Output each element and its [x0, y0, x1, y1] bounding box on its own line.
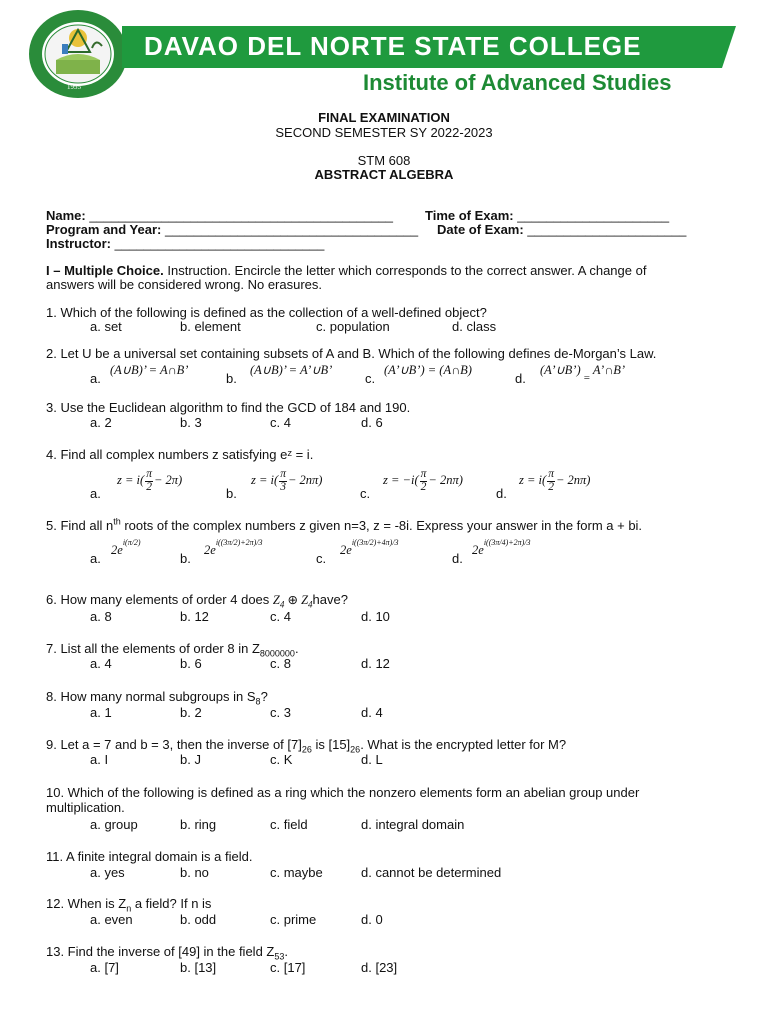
- question-9: [46, 737, 567, 755]
- q4b-den: 3: [280, 480, 286, 493]
- instruction-text-2: answers will be considered wrong. No erasures.: [46, 277, 323, 292]
- program-label: Program and Year:: [46, 222, 162, 237]
- time-label: Time of Exam:: [425, 208, 514, 223]
- q4-choice-b-label[interactable]: b.: [226, 486, 237, 501]
- question-10: 10. Which of the following is defined as a ring which the nonzero elements form an abelian group under: [46, 785, 640, 800]
- q4d-tail: − 2nπ): [555, 472, 591, 487]
- q5b-exp: i((3π/2)+2π)/3: [215, 538, 263, 547]
- q5-choice-b-label[interactable]: b.: [180, 551, 191, 566]
- q4d-den: 2: [548, 480, 554, 493]
- q5d-exp: i((3π/4)+2π)/3: [483, 538, 531, 547]
- q8-choice-a[interactable]: a. 1: [90, 705, 112, 720]
- q11-choice-c[interactable]: c. maybe: [270, 865, 323, 880]
- q2-choice-b-formula: (A∪B)’ = A’∪B’: [250, 363, 333, 377]
- q2d-left: (A’∪B’): [540, 363, 581, 377]
- q1-choice-a[interactable]: a. set: [90, 319, 122, 334]
- q11-choice-b[interactable]: b. no: [180, 865, 209, 880]
- q13-choice-c[interactable]: c. [17]: [270, 960, 306, 975]
- q7-choice-b[interactable]: b. 6: [180, 656, 202, 671]
- q4c-num: π: [420, 468, 427, 480]
- q12-sub: n: [126, 903, 132, 914]
- exam-title: FINAL EXAMINATION: [318, 110, 450, 125]
- q4-choice-c-label[interactable]: c.: [360, 486, 371, 501]
- instruction-text-1: Instruction. Encircle the letter which corresponds to the correct answer. A change of: [163, 263, 647, 278]
- q7-text-pre: 7. List all the elements of order 8 in Z: [46, 641, 260, 656]
- q13-choice-d[interactable]: d. [23]: [361, 960, 398, 975]
- q2-choice-a-label[interactable]: a.: [90, 371, 101, 386]
- q4a-num: π: [146, 468, 152, 480]
- q8-sub: 8: [255, 696, 261, 707]
- q4-choice-c-formula: [383, 469, 463, 493]
- q6-choice-d[interactable]: d. 10: [361, 609, 390, 624]
- section-instruction: [46, 263, 646, 278]
- q8-text-post: ?: [260, 689, 268, 704]
- q9-sub2: 26: [350, 744, 361, 755]
- question-13: [46, 944, 288, 962]
- q6-text-post: have?: [312, 592, 348, 607]
- q6-z2: Z: [301, 593, 309, 607]
- date-field[interactable]: ______________________: [527, 222, 687, 237]
- q2-choice-b-label[interactable]: b.: [226, 371, 237, 386]
- q3-choice-d[interactable]: d. 6: [361, 415, 383, 430]
- q10-choice-b[interactable]: b. ring: [180, 817, 217, 832]
- q10-choice-d[interactable]: d. integral domain: [361, 817, 465, 832]
- q5a-exp: i(π/2): [122, 538, 141, 547]
- q9-choice-d[interactable]: d. L: [361, 752, 383, 767]
- q10-choice-c[interactable]: c. field: [270, 817, 308, 832]
- program-field[interactable]: ___________________________________: [165, 222, 419, 237]
- q8-choice-c[interactable]: c. 3: [270, 705, 291, 720]
- q2-choice-d-label[interactable]: d.: [515, 371, 526, 386]
- q3-choice-c[interactable]: c. 4: [270, 415, 291, 430]
- q4a-prefix: z = i(: [117, 472, 145, 487]
- name-label: Name:: [46, 208, 86, 223]
- q6-z1: Z: [272, 593, 280, 607]
- q6-text-pre: 6. How many elements of order 4 does: [46, 592, 273, 607]
- q5-choice-c-label[interactable]: c.: [316, 551, 327, 566]
- q12-choice-d[interactable]: d. 0: [361, 912, 383, 927]
- q2-choice-c-formula: (A’∪B’) = (A∩B): [384, 363, 472, 377]
- seal-year: 1995: [67, 83, 81, 91]
- q5a-base: 2e: [111, 543, 123, 557]
- q5c-base: 2e: [340, 543, 352, 557]
- q5-sup: th: [113, 516, 121, 527]
- q13-sub: 53: [274, 951, 285, 962]
- time-field[interactable]: _____________________: [517, 208, 670, 223]
- q4b-prefix: z = i(: [251, 472, 279, 487]
- q1-choice-b[interactable]: b. element: [180, 319, 241, 334]
- q5-choice-d-label[interactable]: d.: [452, 551, 463, 566]
- question-7: [46, 641, 299, 659]
- course-name: ABSTRACT ALGEBRA: [314, 167, 454, 182]
- q4-choice-a-label[interactable]: a.: [90, 486, 101, 501]
- name-field[interactable]: __________________________________________: [89, 208, 394, 223]
- q6-choice-c[interactable]: c. 4: [270, 609, 291, 624]
- time-row: [425, 208, 669, 223]
- q12-choice-b[interactable]: b. odd: [180, 912, 217, 927]
- q13-text-pre: 13. Find the inverse of [49] in the field Z: [46, 944, 275, 959]
- q9-text-post: . What is the encrypted letter for M?: [360, 737, 567, 752]
- q4-choice-b-formula: [251, 469, 322, 493]
- q4-choice-d-formula: [519, 469, 590, 493]
- question-1: 1. Which of the following is defined as the collection of a well-defined object?: [46, 305, 487, 320]
- q4b-tail: − 2nπ): [287, 472, 323, 487]
- q4d-num: π: [548, 468, 554, 480]
- q2-choice-c-label[interactable]: c.: [365, 371, 376, 386]
- q9-sub1: 26: [301, 744, 312, 755]
- q10-choice-a[interactable]: a. group: [90, 817, 138, 832]
- q9-choice-b[interactable]: b. J: [180, 752, 201, 767]
- q7-text-post: .: [294, 641, 299, 656]
- q5-text-post: roots of the complex numbers z given n=3, z = -8i. Express your answer in the form a + bi.: [120, 518, 643, 533]
- q4b-num: π: [280, 468, 286, 480]
- q8-choice-b[interactable]: b. 2: [180, 705, 202, 720]
- section-heading: I – Multiple Choice.: [46, 263, 164, 278]
- q5-choice-a-label[interactable]: a.: [90, 551, 101, 566]
- institute-name: Institute of Advanced Studies: [363, 70, 672, 95]
- q3-choice-a[interactable]: a. 2: [90, 415, 112, 430]
- q6-sub2: 4: [308, 599, 313, 610]
- q3-choice-b[interactable]: b. 3: [180, 415, 202, 430]
- q4d-prefix: z = i(: [519, 472, 547, 487]
- course-code: STM 608: [357, 153, 411, 168]
- q9-choice-a[interactable]: a. I: [90, 752, 109, 767]
- q11-choice-a[interactable]: a. yes: [90, 865, 125, 880]
- question-6: [46, 592, 348, 608]
- q5d-base: 2e: [472, 543, 484, 557]
- q13-choice-b[interactable]: b. [13]: [180, 960, 217, 975]
- q6-oplus: ⊕: [287, 593, 298, 607]
- q1-choice-d[interactable]: d. class: [452, 319, 497, 334]
- q4c-prefix: z = −i(: [383, 472, 419, 487]
- q4-choice-d-label[interactable]: d.: [496, 486, 507, 501]
- question-2: 2. Let U be a universal set containing subsets of A and B. Which of the following defines de-Morgan’s Law.: [46, 346, 657, 361]
- q7-choice-c[interactable]: c. 8: [270, 656, 291, 671]
- q8-choice-d[interactable]: d. 4: [361, 705, 383, 720]
- q13-choice-a[interactable]: a. [7]: [90, 960, 119, 975]
- question-4: 4. Find all complex numbers z satisfying eᶻ = i.: [46, 447, 314, 462]
- q2-choice-d-formula: [540, 362, 626, 384]
- question-11: 11. A finite integral domain is a field.: [46, 849, 253, 864]
- q2d-right: A’∩B’: [592, 363, 626, 377]
- q6-formula: [272, 593, 313, 610]
- q1-choice-c[interactable]: c. population: [316, 319, 390, 334]
- q4a-den: 2: [146, 480, 152, 493]
- name-row: [46, 208, 393, 223]
- q12-choice-a[interactable]: a. even: [90, 912, 133, 927]
- college-name: DAVAO DEL NORTE STATE COLLEGE: [144, 31, 642, 61]
- q7-sub: 8000000: [259, 648, 295, 659]
- q6-sub1: 4: [279, 599, 285, 610]
- question-3: 3. Use the Euclidean algorithm to find the GCD of 184 and 190.: [46, 400, 411, 415]
- q8-text-pre: 8. How many normal subgroups in S: [46, 689, 256, 704]
- question-10-cont: multiplication.: [46, 800, 125, 815]
- q6-choice-a[interactable]: a. 8: [90, 609, 112, 624]
- instructor-row: [46, 236, 324, 251]
- q4-choice-a-formula: [117, 469, 182, 493]
- q12-text-pre: 12. When is Z: [46, 896, 127, 911]
- q5-text-pre: 5. Find all n: [46, 518, 114, 533]
- q5c-exp: i((3π/2)+4π)/3: [351, 538, 399, 547]
- q2d-eq: =: [583, 372, 590, 384]
- program-row: [46, 222, 418, 237]
- q7-choice-a[interactable]: a. 4: [90, 656, 112, 671]
- q4c-tail: − 2nπ): [428, 472, 463, 487]
- q6-choice-b[interactable]: b. 12: [180, 609, 209, 624]
- q2-choice-a-formula: (A∪B)’ = A∩B’: [110, 363, 189, 377]
- q13-text-post: .: [284, 944, 288, 959]
- instructor-label: Instructor:: [46, 236, 111, 251]
- q9-choice-c[interactable]: c. K: [270, 752, 293, 767]
- date-row: [437, 222, 686, 237]
- q9-text-mid: is [15]: [311, 737, 351, 752]
- exam-semester: SECOND SEMESTER SY 2022-2023: [275, 125, 493, 140]
- q12-choice-c[interactable]: c. prime: [270, 912, 317, 927]
- question-8: [46, 689, 268, 707]
- q9-text-pre: 9. Let a = 7 and b = 3, then the inverse of [7]: [46, 737, 302, 752]
- q11-choice-d[interactable]: d. cannot be determined: [361, 865, 502, 880]
- q12-text-post: a field? If n is: [131, 896, 212, 911]
- question-12: [46, 896, 212, 914]
- q5b-base: 2e: [204, 543, 216, 557]
- q4a-tail: − 2π): [153, 472, 183, 487]
- date-label: Date of Exam:: [437, 222, 524, 237]
- instructor-field[interactable]: _____________________________: [114, 236, 325, 251]
- question-5: [46, 518, 642, 533]
- q7-choice-d[interactable]: d. 12: [361, 656, 390, 671]
- q4c-den: 2: [420, 480, 427, 493]
